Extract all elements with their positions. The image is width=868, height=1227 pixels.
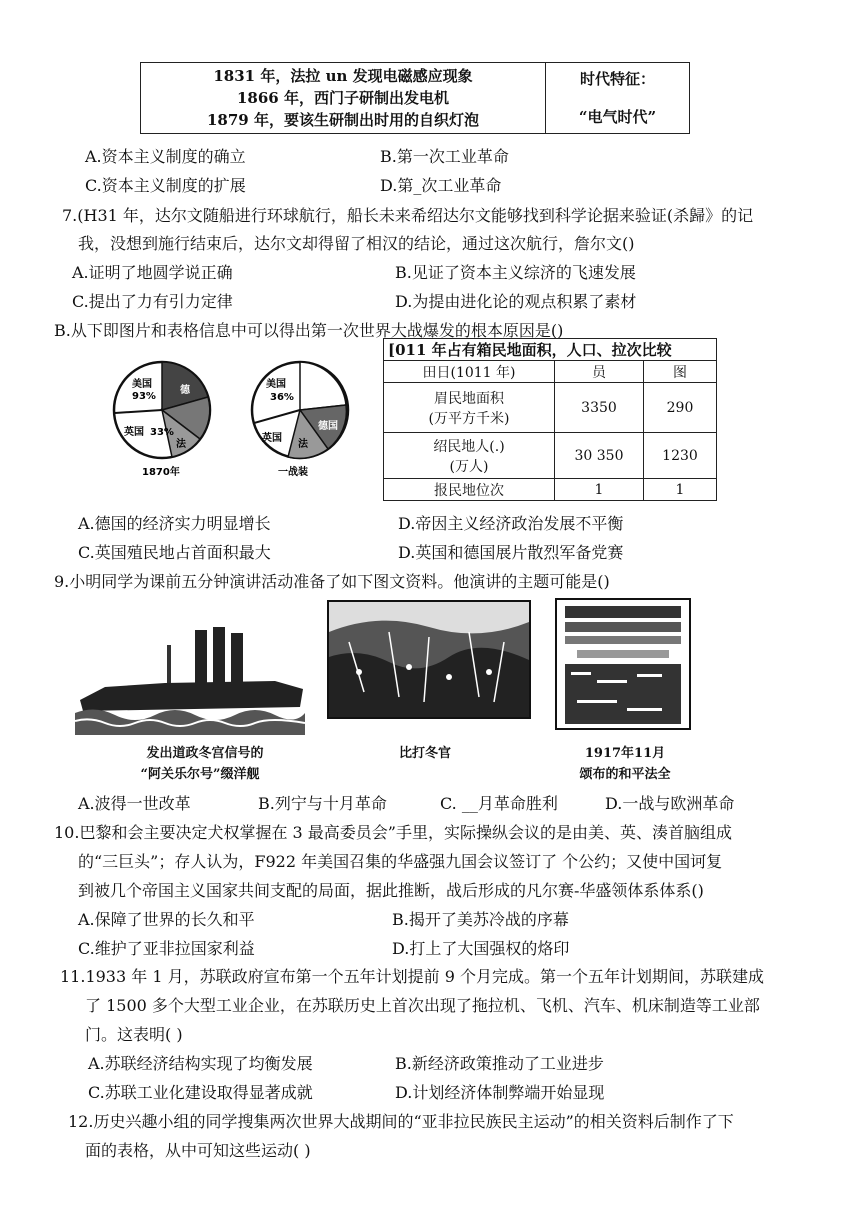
photo3-caption-line2: 颂布的和平法全 <box>579 767 671 782</box>
colony-cell: 1 <box>555 479 644 501</box>
q11-stem-line1: 11.1933 年 1 月，苏联政府宣布第一个五年计划提前 9 个月完成。第一个五年计划期间，苏联建成 <box>60 967 764 986</box>
q7-stem-line1: 7.(H31 年，达尔文随船进行环球航行，船长未来希绍达尔文能够找到科学论据来验证(杀歸》的记 <box>62 206 754 225</box>
colony-table-row <box>384 479 717 501</box>
q6-option-b: B.第一次工业革命 <box>380 147 509 166</box>
era-event-line: 1831 年，法拉 un 发现电磁感应现象 <box>213 67 473 85</box>
q6-option-a: A.资本主义制度的确立 <box>85 147 246 166</box>
pie2-caption: 一战装 <box>278 467 308 478</box>
cruiser-aurora-photo <box>75 625 305 735</box>
q8-option-a: A.德国的经济实力明显增长 <box>78 514 271 533</box>
colony-table-row <box>384 383 717 433</box>
colony-cell: 1 <box>644 479 717 501</box>
pie1-label: 德 <box>180 385 190 396</box>
era-events-cell <box>141 63 546 134</box>
colony-table-row <box>384 433 717 479</box>
era-event-line: 1866 年，西门子研制出发电机 <box>237 89 449 107</box>
q11-stem-line2: 了 1500 多个大型工业企业，在苏联历史上首次出现了拖拉机、飞机、汽车、机床制造等工业部 <box>85 996 760 1015</box>
colony-table <box>383 338 717 501</box>
colony-row-label-line: (万人) <box>449 458 489 475</box>
era-feature-cell <box>546 63 690 134</box>
q8-option-d: D.英国和德国展片散烈军备党赛 <box>398 543 624 562</box>
q10-stem-line3: 到被几个帝国主义国家共间支配的局面，据此推断，战后形成的凡尔赛-华盛领体系体系() <box>78 881 704 900</box>
colony-cell: 290 <box>644 383 717 433</box>
era-table <box>140 62 690 134</box>
q10-stem-line1: 10.巴黎和会主要决定犬权掌握在 3 最高委员会”手里，实际操纵会议的是由美、英、湊首脑组成 <box>54 823 732 842</box>
pie1-label: 英国 <box>124 427 144 438</box>
era-event-line: 1879 年，要该生研制出时用的自织灯泡 <box>207 111 479 129</box>
colony-row-label <box>384 383 555 433</box>
pie2-label: 36% <box>270 392 294 403</box>
colony-table-header: 田日(1011 年) <box>384 361 555 383</box>
pie1-label: 33% <box>150 427 174 438</box>
q7-option-b: B.见证了资本主义综济的飞速发展 <box>395 263 636 282</box>
q11-option-a: A.苏联经济结构实现了均衡发展 <box>88 1054 313 1073</box>
q7-option-c: C.提出了力有引力定律 <box>72 292 233 311</box>
colony-table-header: 员 <box>555 361 644 383</box>
q10-option-a: A.保障了世界的长久和平 <box>78 910 255 929</box>
q10-option-d: D.打上了大国强权的烙印 <box>392 939 570 958</box>
era-feature-value: “电气时代” <box>578 108 657 126</box>
colony-row-label: 报民地位次 <box>384 479 555 501</box>
photo1-caption-line1: 发出道政冬宫信号的 <box>146 746 264 761</box>
photo2-caption: 比打冬官 <box>398 746 451 761</box>
q9-option-d: D.一战与欧洲革命 <box>605 794 735 813</box>
era-feature-label: 时代特征： <box>579 70 655 88</box>
pie2-label: 英国 <box>262 433 282 444</box>
colony-row-label-line: (万平方千米) <box>428 410 510 427</box>
colony-table-header: 图 <box>644 361 717 383</box>
q11-stem-line3: 门。这表明( ) <box>85 1025 183 1044</box>
pie-chart-1870 <box>110 355 220 480</box>
colony-row-label-line: 绍民地人(.) <box>433 438 505 455</box>
q11-option-b: B.新经济政策推动了工业进步 <box>395 1054 604 1073</box>
colony-cell: 3350 <box>555 383 644 433</box>
q8-option-c: C.英国殖民地占首面积最大 <box>78 543 271 562</box>
q7-option-d: D.为提由进化论的观点积累了素材 <box>395 292 637 311</box>
q12-stem-line1: 12.历史兴趣小组的同学搜集两次世界大战期间的“亚非拉民族民主运动”的相关资料后制作了下 <box>68 1112 734 1131</box>
q8-option-b: D.帝因主义经济政治发展不平衡 <box>398 514 624 533</box>
pie1-label: 美国 <box>132 379 152 390</box>
pie2-label: 美国 <box>266 379 286 390</box>
pie1-label: 法 <box>176 439 186 450</box>
q10-stem-line2: 的“三巨头”；存人认为，F922 年美国召集的华盛强九国会议签订了 个公约；又使中国诃复 <box>78 852 723 871</box>
q6-option-d: D.第_次工业革命 <box>380 176 502 195</box>
storming-palace-photo <box>327 600 531 719</box>
q8-stem: B.从下即图片和表格信息中可以得出第一次世界大战爆发的根本原因是() <box>54 321 564 340</box>
q7-stem-line2: 我，没想到施行结束后，达尔文却得留了相汉的结论，通过这次航行，詹尔文() <box>78 234 635 253</box>
photo3-caption-line1: 1917年11月 <box>584 746 666 761</box>
q9-option-a: A.波得一世改革 <box>78 794 191 813</box>
q12-stem-line2: 面的表格，从中可知这些运动( ) <box>85 1141 311 1160</box>
q11-option-c: C.苏联工业化建设取得显著成就 <box>88 1083 313 1102</box>
photo1-caption-line2: “阿关乐尔号”缀洋舰 <box>140 767 260 782</box>
colony-table-title: [011 年占有箱民地面积，人口、拉次比较 <box>384 339 717 361</box>
q6-option-c: C.资本主义制度的扩展 <box>85 176 246 195</box>
pie-chart-prewar <box>248 355 358 480</box>
q9-option-c: C. __月革命胜利 <box>440 794 558 813</box>
q9-option-b: B.列宁与十月革命 <box>258 794 387 813</box>
colony-cell: 1230 <box>644 433 717 479</box>
pie1-label: 93% <box>132 391 156 402</box>
colony-row-label-line: 眉民地面积 <box>434 390 504 407</box>
peace-decree-newspaper <box>555 598 691 730</box>
q10-option-b: B.揭开了美苏冷战的序幕 <box>392 910 569 929</box>
colony-row-label <box>384 433 555 479</box>
pie2-label: 法 <box>298 439 308 450</box>
q10-option-c: C.维护了亚非拉国家利益 <box>78 939 255 958</box>
pie2-label: 德国 <box>318 421 338 432</box>
q11-option-d: D.计划经济体制弊端开始显现 <box>395 1083 605 1102</box>
q9-stem: 9.小明同学为课前五分钟演讲活动准备了如下图文资料。他演讲的主题可能是() <box>54 572 610 591</box>
q7-option-a: A.证明了地圆学说正确 <box>72 263 233 282</box>
colony-cell: 30 350 <box>555 433 644 479</box>
pie1-caption: 1870年 <box>142 467 180 478</box>
